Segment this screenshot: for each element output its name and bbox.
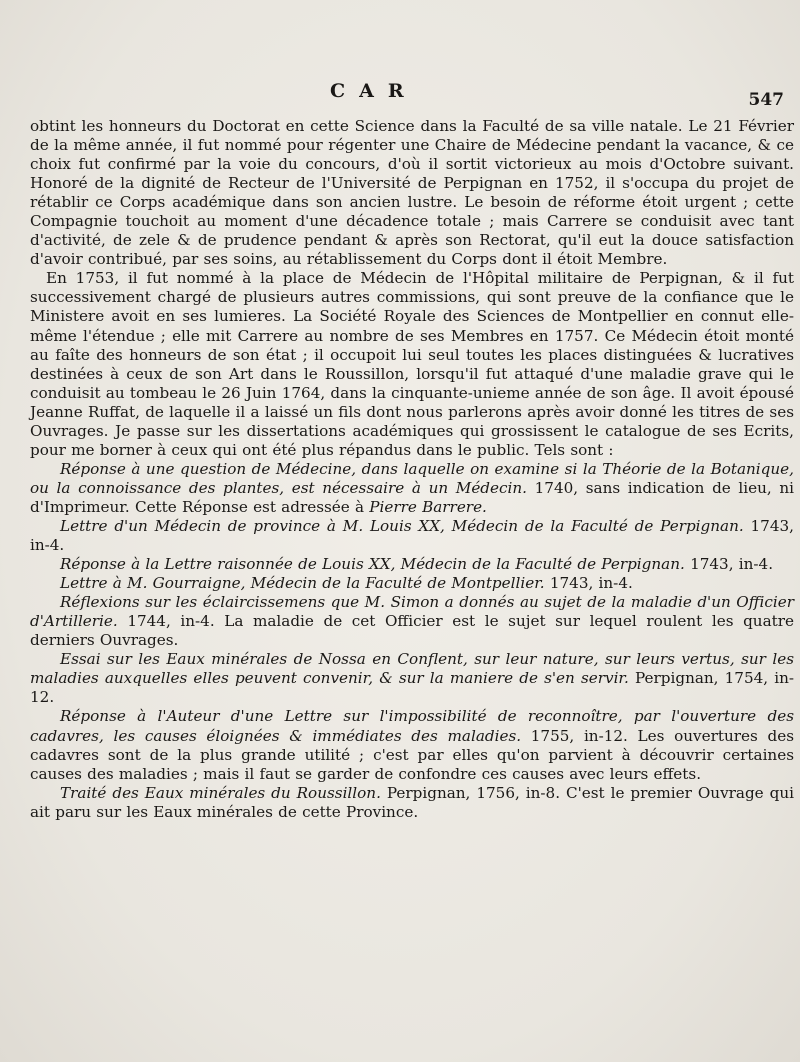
entry-details: 1743, in-4. — [30, 516, 794, 555]
entry-details: 1744, in-4. La maladie de cet Officier est le sujet sur lequel roulent les quatre derniers Ouvrages. — [30, 612, 794, 650]
entry-details: Perpignan, 1754, in-12. — [30, 669, 794, 707]
bibliography-entry — [30, 574, 794, 593]
paragraph: obtint les honneurs du Doctorat en cette Science dans la Faculté de sa ville natale. Le 21 Février de la même année, il fut nommé pour régenter une Chaire de Médecine pendant la vacance, & ce choix fut confirmé par la voie du concours, d'où il sortit victorieux au mois d'Octobre suivant. Honoré de la dignité de Recteur de l'Université de Perpignan en 1752, il s'occupa du projet de rétablir ce Corps académique dans son ancien lustre. Le besoin de réforme étoit urgent ; cette Compagnie touchoit au moment d'une décadence totale ; mais Carrere se conduisit avec tant d'activité, de zele & de prudence pendant & après son Rectorat, qu'il eut la douce satisfaction d'avoir contribué, par ses soins, au rétablissement du Corps dont il étoit Membre. — [30, 117, 794, 269]
paragraph: En 1753, il fut nommé à la place de Médecin de l'Hôpital militaire de Perpignan, & il fut successivement chargé de plusieurs autres commissions, qui sont preuve de la confiance que le Ministere avoit en ses lumieres. La Société Royale des Sciences de Montpellier en connut elle-même l'étendue ; elle mit Carrere au nombre de ses Membres en 1757. Ce Médecin étoit monté au faîte des honneurs de son état ; il occupoit lui seul toutes les places distinguées & lucratives destinées à ceux de son Art dans le Roussillon, lorsqu'il fut attaqué d'une maladie grave qui le conduisit au tombeau le 26 Juin 1764, dans la cinquante-unieme année de son âge. Il avoit épousé Jeanne Ruffat, de laquelle il a laissé un fils dont nous parlerons après avoir donné les titres de ses Ouvrages. Je passe sur les dissertations académiques qui grossissent le catalogue de ses Ecrits, pour me borner à ceux qui ont été plus répandus dans le public. Tels sont : — [30, 269, 794, 459]
page-number: 547 — [748, 90, 784, 110]
bibliography-entry — [30, 517, 794, 555]
entry-details: 1743, in-4. — [684, 555, 774, 574]
entry-title: Lettre d'un Médecin de province à M. Louis XX, Médecin de la Faculté de Perpignan. — [60, 516, 744, 535]
entry-details: 1755, in-12. Les ouvertures des cadavres sont de la plus grande utilité ; c'est par elles qu'on parvient à découvrir certaines causes des maladies ; mais il faut se garder de confondre ces causes avec leurs effets. — [30, 726, 795, 783]
bibliography-entry — [30, 650, 794, 707]
entry-details: 1743, in-4. — [544, 574, 633, 593]
entry-title: Réponse à une question de Médecine, dans laquelle on examine si la Théorie de la Botanique, ou la connoissance des plantes, est nécessaire à un Médecin. — [30, 459, 794, 497]
entry-tail: Pierre Barrere. — [369, 497, 487, 516]
bibliography-entry — [30, 460, 794, 517]
bibliography-entry — [30, 784, 794, 822]
bibliography-entry — [30, 593, 794, 650]
entry-title: Réponse à la Lettre raisonnée de Louis XX, Médecin de la Faculté de Perpignan. — [60, 555, 685, 574]
bibliography-entry — [30, 707, 794, 783]
page-header — [0, 80, 800, 114]
entry-details: Perpignan, 1756, in-8. C'est le premier Ouvrage qui ait paru sur les Eaux minérales de cette Province. — [30, 783, 794, 821]
running-head: CAR — [330, 80, 418, 102]
body-text — [30, 117, 794, 822]
entry-title: Essai sur les Eaux minérales de Nossa en Conflent, sur leur nature, sur leurs vertus, sur les maladies auxquelles elles peuvent convenir, & sur la maniere de s'en servir. — [30, 650, 794, 688]
entry-details: 1740, sans indication de lieu, ni d'Imprimeur. Cette Réponse est adressée à — [30, 478, 794, 516]
entry-title: Réponse à l'Auteur d'une Lettre sur l'impossibilité de reconnoître, par l'ouverture des cadavres, les causes éloignées & immédiates des maladies. — [30, 707, 794, 745]
bibliography-entry — [30, 555, 794, 574]
entry-title: Lettre à M. Gourraigne, Médecin de la Faculté de Montpellier. — [60, 574, 545, 593]
entry-title: Traité des Eaux minérales du Roussillon. — [60, 783, 381, 802]
entry-title: Réflexions sur les éclaircissemens que M. Simon a donnés au sujet de la maladie d'un Officier d'Artillerie. — [30, 593, 794, 631]
